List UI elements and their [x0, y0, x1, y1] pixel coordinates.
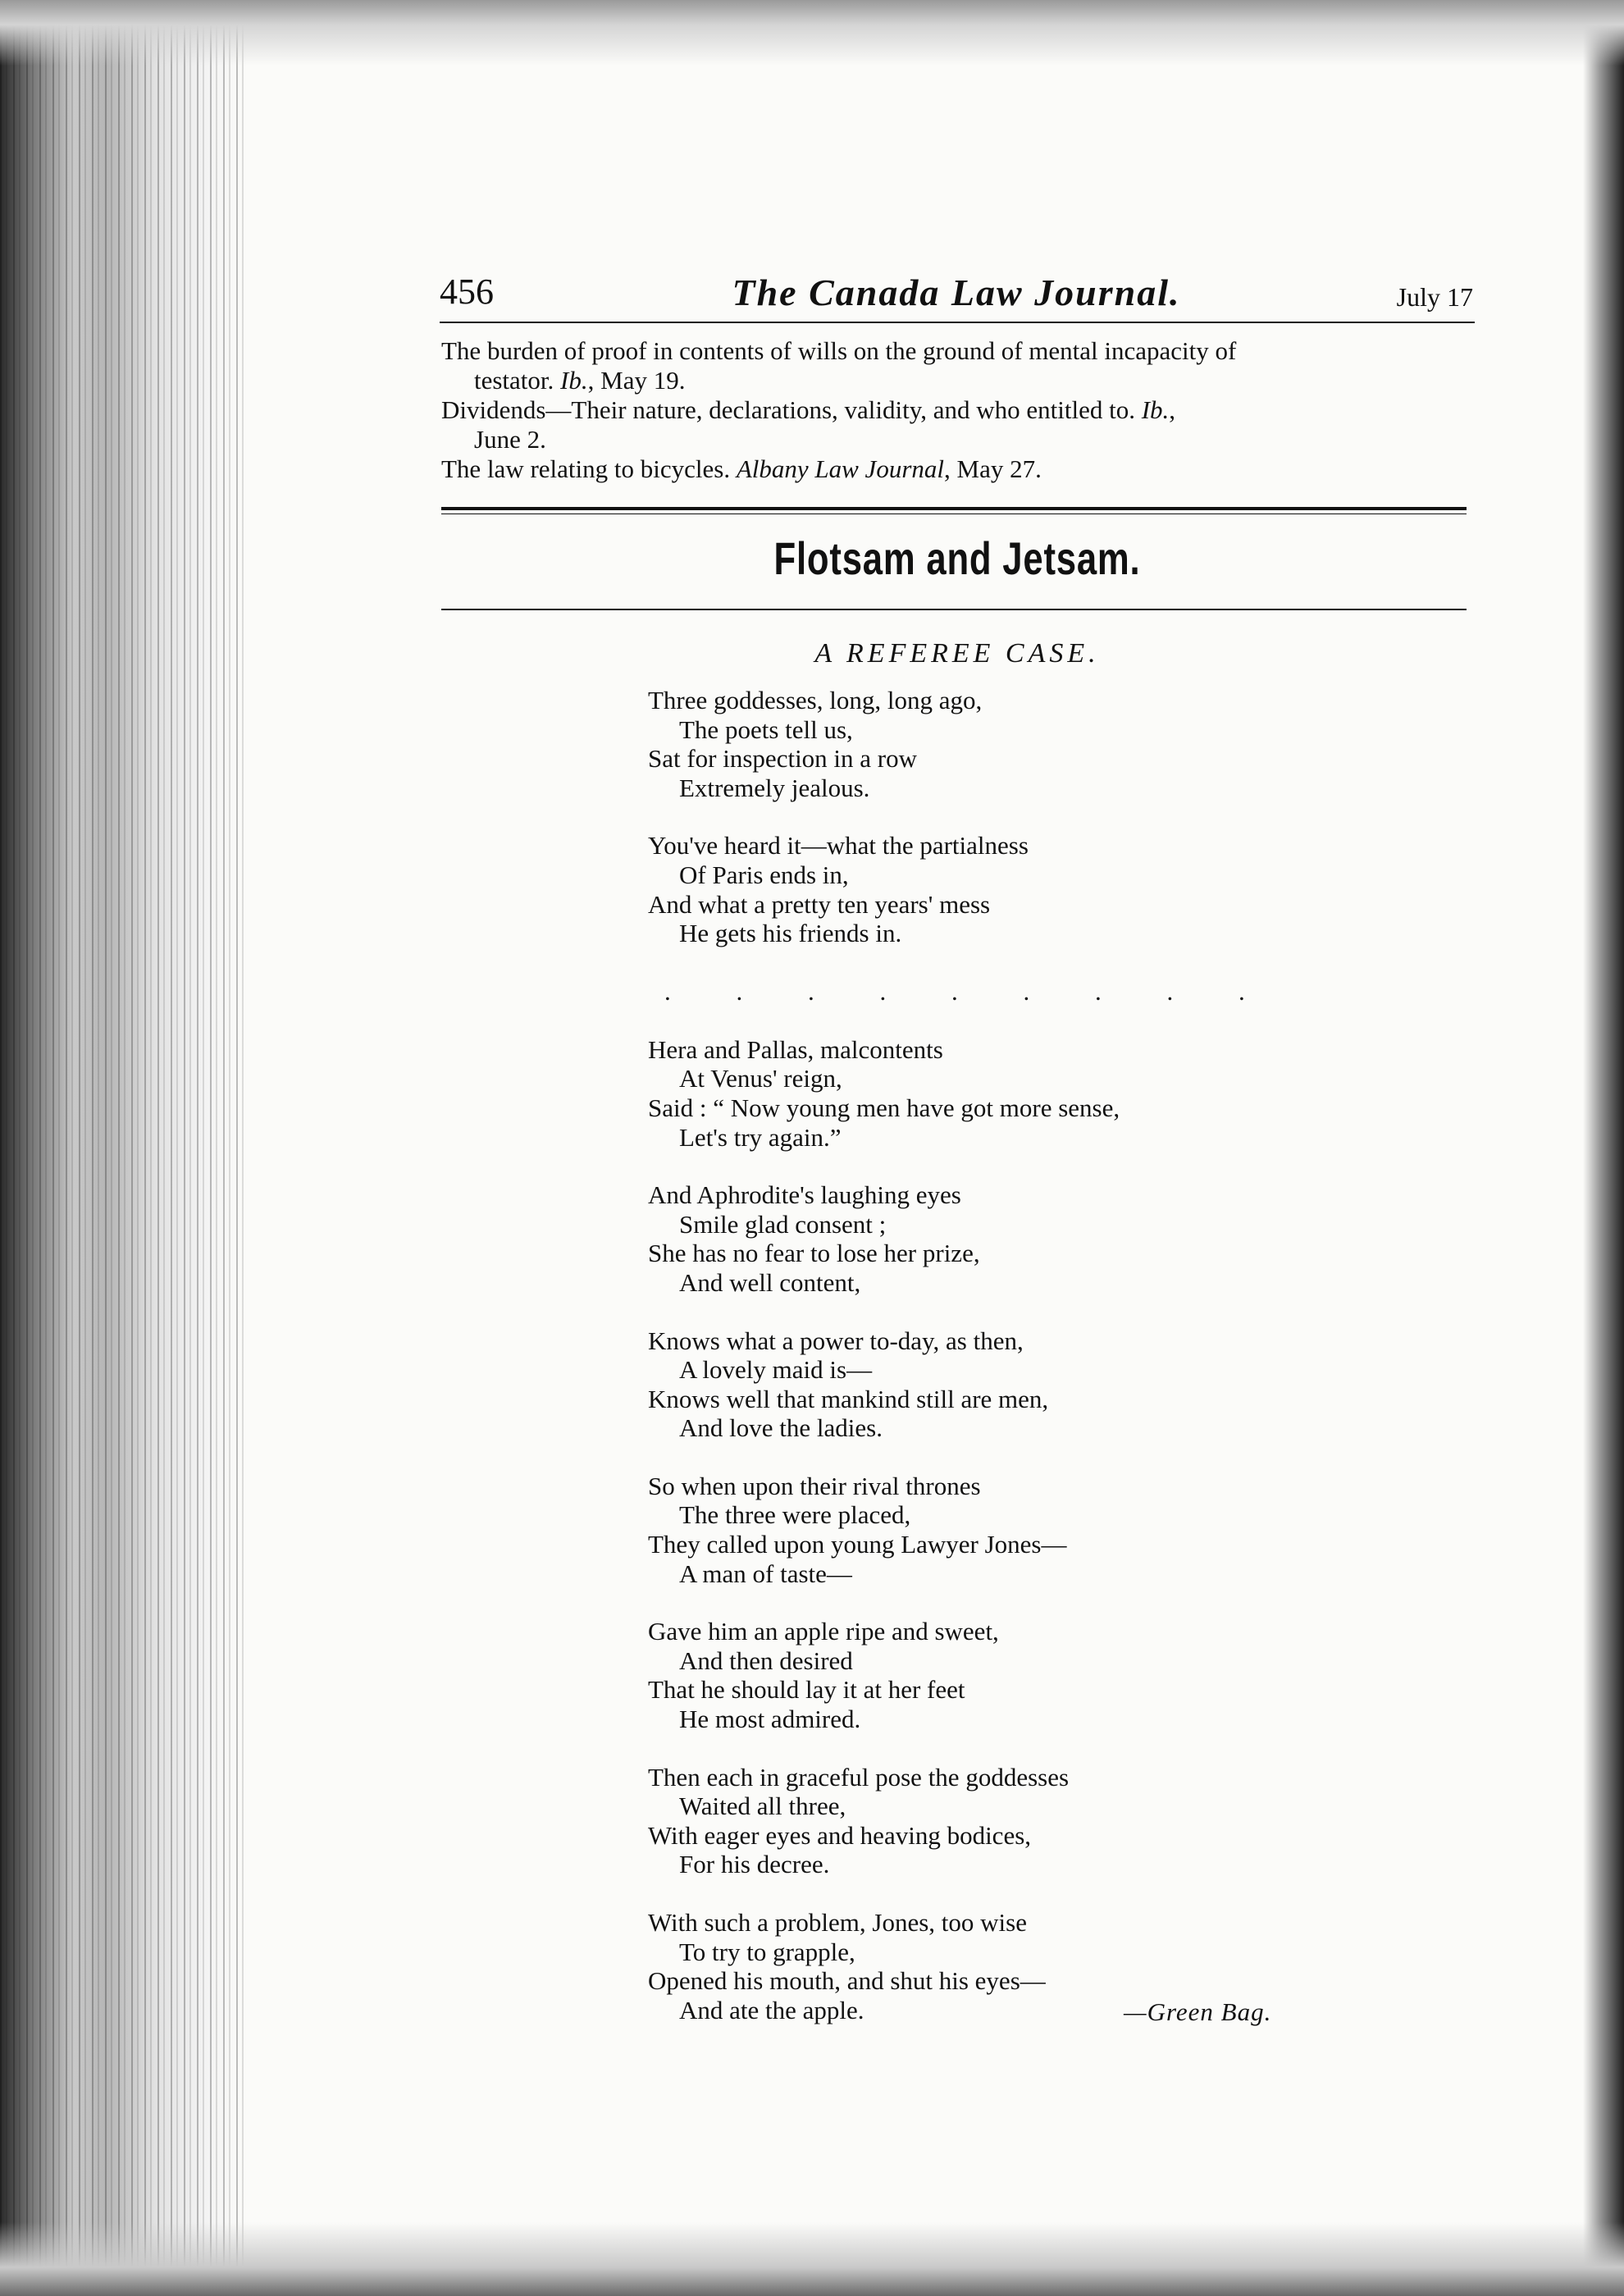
poem-line: So when upon their rival thrones: [648, 1471, 981, 1500]
poem-line: Waited all three,: [679, 1792, 846, 1821]
poem-title: A REFEREE CASE.: [814, 638, 1100, 669]
issue-date: July 17: [1396, 282, 1473, 312]
poem-line: And love the ladies.: [679, 1413, 883, 1443]
title-rule: [441, 609, 1467, 610]
page-edge-top: [0, 0, 1624, 66]
poem-line: Gave him an apple ripe and sweet,: [648, 1617, 999, 1646]
citation-source: Ib.: [1141, 395, 1170, 424]
stanza: [648, 831, 1275, 947]
stanza: [648, 1763, 1275, 1879]
section-title: Flotsam and Jetsam.: [773, 532, 1141, 584]
poem-line: Knows what a power to-day, as then,: [648, 1326, 1024, 1355]
poem-line: With eager eyes and heaving bodices,: [648, 1820, 1032, 1850]
poem-line: Smile glad consent ;: [679, 1209, 887, 1239]
poem-line: Sat for inspection in a row: [648, 744, 918, 774]
poem-line: Extremely jealous.: [679, 773, 870, 802]
citation-source: Ib.: [560, 366, 588, 395]
page-number: 456: [440, 272, 494, 312]
citation-text: ,: [1169, 395, 1176, 424]
citation-date: , May 27.: [944, 454, 1042, 483]
page-edge-right: [1583, 0, 1624, 2296]
running-header: [440, 271, 1473, 320]
poem-line: The poets tell us,: [679, 714, 853, 744]
citation-text: Dividends—Their nature, declarations, validity, and who entitled to.: [441, 395, 1142, 424]
poem: [648, 686, 1275, 2053]
poem-line: They called upon young Lawyer Jones—: [648, 1530, 1067, 1559]
stanza: [648, 1617, 1275, 1733]
poem-line: He gets his friends in.: [679, 919, 902, 948]
poem-line: She has no fear to lose her prize,: [648, 1239, 980, 1268]
poem-line: A man of taste—: [679, 1559, 852, 1588]
stanza: [648, 1472, 1275, 1588]
poem-line: Said : “ Now young men have got more sense,: [648, 1093, 1120, 1122]
header-rule: [440, 322, 1475, 323]
poem-line: That he should lay it at her feet: [648, 1675, 965, 1705]
citation-line: [441, 366, 1473, 395]
poem-line: Knows well that mankind still are men,: [648, 1384, 1049, 1413]
citation-entry: [441, 454, 1473, 484]
poem-line: Opened his mouth, and shut his eyes—: [648, 1966, 1046, 1996]
poem-line: The three were placed,: [679, 1500, 911, 1530]
section-rule-thick: [441, 507, 1467, 510]
poem-line: And then desired: [679, 1646, 853, 1675]
citation-text: The law relating to bicycles.: [441, 454, 737, 483]
stanza: [648, 686, 1275, 802]
poem-line: And ate the apple.: [679, 1995, 864, 2024]
stanza: [648, 1035, 1275, 1152]
poem-line: Then each in graceful pose the goddesses: [648, 1762, 1070, 1792]
citation-date: , May 19.: [587, 366, 686, 395]
poem-line: And what a pretty ten years' mess: [648, 889, 991, 919]
poem-line: At Venus' reign,: [679, 1064, 842, 1093]
poem-line: With such a problem, Jones, too wise: [648, 1908, 1027, 1937]
poem-line: Let's try again.”: [679, 1122, 842, 1152]
poem-attribution: —Green Bag.: [1124, 1997, 1272, 2026]
citation-line: [441, 454, 1473, 484]
poem-line: Three goddesses, long, long ago,: [648, 686, 983, 714]
citation-line: The burden of proof in contents of wills on the ground of mental incapacity of: [441, 336, 1237, 365]
poem-line: For his decree.: [679, 1850, 830, 1879]
citation-date: June 2.: [474, 425, 546, 454]
poem-line: To try to grapple,: [679, 1937, 855, 1966]
poem-line: You've heard it—what the partialness: [648, 831, 1029, 860]
poem-line: Of Paris ends in,: [679, 860, 849, 889]
stanza: [648, 1180, 1275, 1297]
poem-line: He most admired.: [679, 1705, 861, 1734]
citation-text: testator.: [474, 366, 561, 395]
citation-entry: [441, 336, 1473, 395]
ellipsis-row: . . . . . . . . .: [664, 976, 1275, 1006]
stanza: [648, 1326, 1275, 1443]
journal-title: The Canada Law Journal.: [732, 272, 1181, 313]
citation-line: [441, 395, 1473, 425]
citation-entry: [441, 395, 1473, 454]
poem-line: And well content,: [679, 1267, 861, 1297]
citation-list: [441, 336, 1473, 484]
citation-source: Albany Law Journal: [736, 454, 944, 483]
page-edge-bottom: [0, 2222, 1624, 2296]
poem-line: Hera and Pallas, malcontents: [648, 1034, 943, 1064]
poem-line: A lovely maid is—: [679, 1355, 873, 1385]
book-binding-shadow: [0, 0, 246, 2296]
poem-line: And Aphrodite's laughing eyes: [648, 1180, 961, 1210]
